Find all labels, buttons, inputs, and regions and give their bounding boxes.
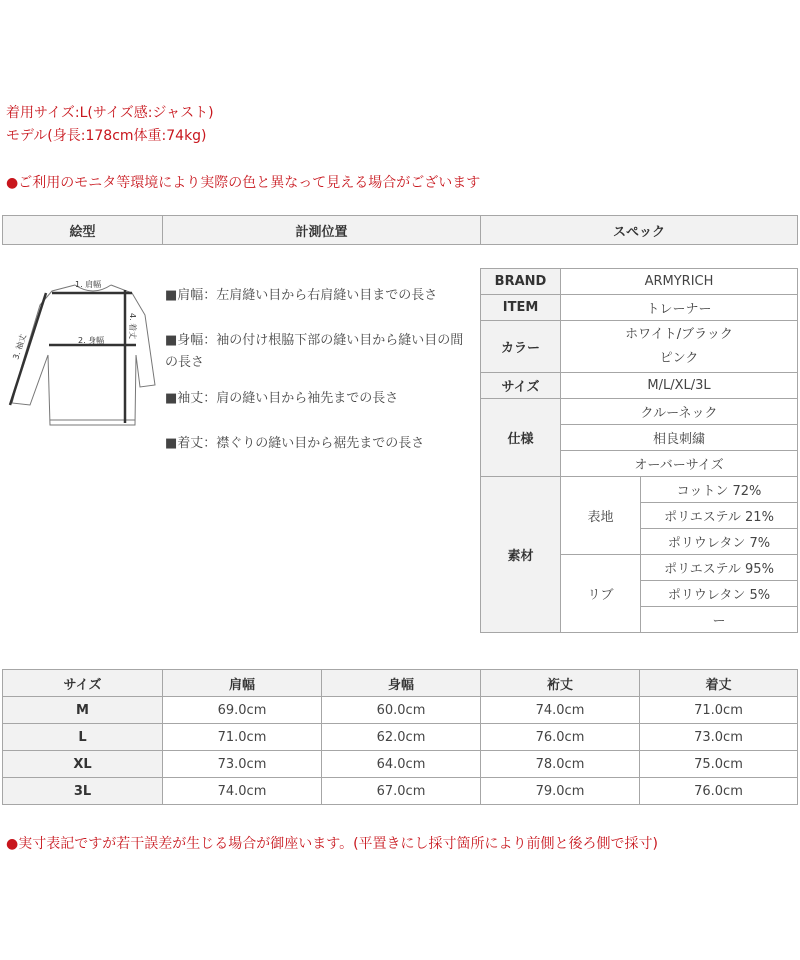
size-header: 裄丈 <box>481 670 640 697</box>
size-row-label: 3L <box>3 778 163 805</box>
measure-sleeve: ■袖丈：肩の縫い目から袖先までの長さ <box>165 391 399 406</box>
size-cell: 62.0cm <box>322 724 481 751</box>
size-cell: 78.0cm <box>481 751 640 778</box>
size-cell: 60.0cm <box>322 697 481 724</box>
spec-material-body-label: 表地 <box>561 477 641 555</box>
spec-size-value: M/L/XL/3L <box>561 373 798 399</box>
model-size-info: 着用サイズ:L(サイズ感:ジャスト) <box>6 105 214 121</box>
header-spec: スペック <box>481 216 798 245</box>
size-header: 身幅 <box>322 670 481 697</box>
size-cell: 64.0cm <box>322 751 481 778</box>
measure-length: ■着丈：襟ぐりの縫い目から裾先までの長さ <box>165 436 425 451</box>
spec-material-value: ポリエステル 95% <box>641 555 798 581</box>
size-row-label: M <box>3 697 163 724</box>
spec-item-value: トレーナー <box>561 295 798 321</box>
header-pattern: 絵型 <box>3 216 163 245</box>
size-cell: 74.0cm <box>481 697 640 724</box>
color-notice: ●ご利用のモニタ等環境により実際の色と異なって見える場合がございます <box>6 175 481 191</box>
spec-table <box>480 268 798 633</box>
table-row <box>3 697 798 724</box>
spec-material-value: ー <box>641 607 798 633</box>
spec-detail-value: クルーネック <box>561 399 798 425</box>
spec-color-value <box>561 321 798 373</box>
size-cell: 76.0cm <box>640 778 798 805</box>
size-cell: 71.0cm <box>163 724 322 751</box>
spec-color-label: カラー <box>481 321 561 373</box>
size-cell: 71.0cm <box>640 697 798 724</box>
size-cell: 76.0cm <box>481 724 640 751</box>
size-row-label: XL <box>3 751 163 778</box>
size-table <box>2 669 798 805</box>
spec-material-label: 素材 <box>481 477 561 633</box>
spec-material-value: コットン 72% <box>641 477 798 503</box>
label-chest: 2. 身幅 <box>78 336 105 345</box>
spec-material-value: ポリウレタン 7% <box>641 529 798 555</box>
table-row <box>3 751 798 778</box>
size-header: 着丈 <box>640 670 798 697</box>
measurement-notice: ●実寸表記ですが若干誤差が生じる場合が御座います。(平置きにし採寸箇所により前側と後ろ側で採寸) <box>6 836 659 852</box>
spec-detail-label: 仕様 <box>481 399 561 477</box>
table-row <box>3 778 798 805</box>
spec-material-value: ポリエステル 21% <box>641 503 798 529</box>
spec-material-rib-label: リブ <box>561 555 641 633</box>
spec-brand-value: ARMYRICH <box>561 269 798 295</box>
measure-description-list <box>165 285 475 478</box>
spec-detail-value: オーバーサイズ <box>561 451 798 477</box>
size-cell: 74.0cm <box>163 778 322 805</box>
size-cell: 67.0cm <box>322 778 481 805</box>
label-sleeve: 3. 袖丈 <box>11 332 28 361</box>
spec-size-label: サイズ <box>481 373 561 399</box>
spec-color-value-1: ホワイト/ブラック <box>625 326 733 342</box>
spec-color-value-2: ピンク <box>659 350 699 366</box>
size-row-label: L <box>3 724 163 751</box>
garment-diagram <box>0 265 165 440</box>
header-measure-position: 計測位置 <box>163 216 481 245</box>
size-cell: 73.0cm <box>640 724 798 751</box>
spec-detail-value: 相良刺繍 <box>561 425 798 451</box>
size-cell: 73.0cm <box>163 751 322 778</box>
model-body-info: モデル(身長:178cm体重:74kg) <box>6 128 207 144</box>
section-header-table <box>2 215 798 245</box>
spec-item-label: ITEM <box>481 295 561 321</box>
size-cell: 75.0cm <box>640 751 798 778</box>
size-cell: 69.0cm <box>163 697 322 724</box>
label-length: 4. 着丈 <box>128 313 137 340</box>
size-header: 肩幅 <box>163 670 322 697</box>
spec-brand-label: BRAND <box>481 269 561 295</box>
measure-shoulder: ■肩幅：左肩縫い目から右肩縫い目までの長さ <box>165 288 438 303</box>
table-row <box>3 724 798 751</box>
size-header: サイズ <box>3 670 163 697</box>
spec-material-value: ポリウレタン 5% <box>641 581 798 607</box>
measure-chest: ■身幅：袖の付け根脇下部の縫い目から縫い目の間の長さ <box>165 333 464 370</box>
size-cell: 79.0cm <box>481 778 640 805</box>
label-shoulder: 1. 肩幅 <box>75 280 102 289</box>
